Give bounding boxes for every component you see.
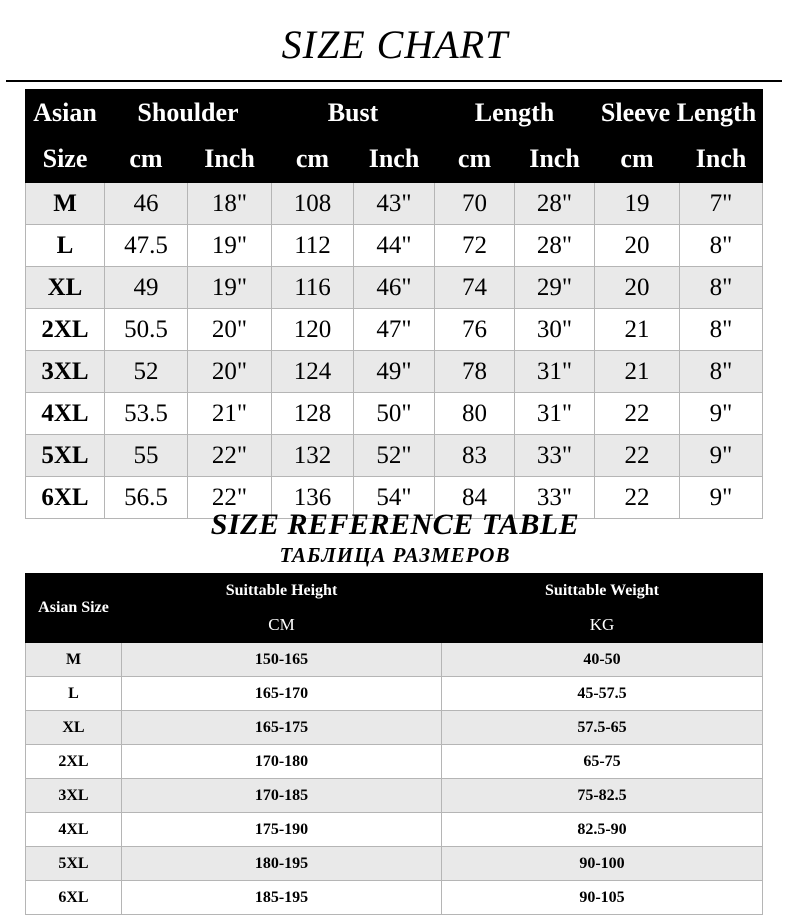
weight-cell: 65-75 (442, 745, 763, 779)
table-row (26, 225, 763, 267)
weight-cell: 90-100 (442, 847, 763, 881)
value-cell: 50.5 (105, 309, 188, 351)
reference-subtitle: ТАБЛИЦА РАЗМЕРОВ (279, 543, 511, 567)
table-row (26, 183, 763, 225)
height-unit-header: CM (122, 608, 442, 643)
page-title: SIZE CHART (281, 22, 509, 67)
value-cell: 108 (272, 183, 354, 225)
table-row (26, 813, 763, 847)
value-cell: 8" (680, 225, 763, 267)
value-cell: 31" (515, 351, 595, 393)
height-cell: 180-195 (122, 847, 442, 881)
size-cell: 5XL (26, 847, 122, 881)
table-row (26, 779, 763, 813)
value-cell: 136 (272, 477, 354, 519)
unit-header: Inch (188, 136, 272, 183)
value-cell: 47" (354, 309, 435, 351)
value-cell: 20" (188, 309, 272, 351)
table-row (26, 677, 763, 711)
value-cell: 8" (680, 351, 763, 393)
size-cell: 3XL (26, 779, 122, 813)
value-cell: 22 (595, 393, 680, 435)
value-cell: 28" (515, 225, 595, 267)
value-cell: 8" (680, 267, 763, 309)
size-cell: 3XL (26, 351, 105, 393)
height-cell: 150-165 (122, 643, 442, 677)
group-header-sleeve-length: Sleeve Length (595, 90, 763, 137)
size-cell: L (26, 225, 105, 267)
title-divider (6, 80, 782, 82)
value-cell: 84 (435, 477, 515, 519)
size-column-header (26, 90, 105, 183)
unit-header: Inch (354, 136, 435, 183)
value-cell: 53.5 (105, 393, 188, 435)
weight-header: Suittable Weight (442, 574, 763, 608)
size-reference-table (25, 573, 763, 915)
value-cell: 22 (595, 435, 680, 477)
value-cell: 116 (272, 267, 354, 309)
size-cell: 2XL (26, 745, 122, 779)
value-cell: 44" (354, 225, 435, 267)
value-cell: 128 (272, 393, 354, 435)
size-header-bottom: Size (42, 144, 88, 173)
group-header-bust: Bust (272, 90, 435, 137)
table-row (26, 309, 763, 351)
value-cell: 28" (515, 183, 595, 225)
table-row (26, 847, 763, 881)
height-cell: 185-195 (122, 881, 442, 915)
value-cell: 124 (272, 351, 354, 393)
value-cell: 52 (105, 351, 188, 393)
value-cell: 19 (595, 183, 680, 225)
weight-cell: 82.5-90 (442, 813, 763, 847)
value-cell: 56.5 (105, 477, 188, 519)
value-cell: 46" (354, 267, 435, 309)
group-header-shoulder: Shoulder (105, 90, 272, 137)
size-cell: 6XL (26, 477, 105, 519)
unit-header: Inch (515, 136, 595, 183)
value-cell: 112 (272, 225, 354, 267)
value-cell: 76 (435, 309, 515, 351)
height-cell: 165-175 (122, 711, 442, 745)
weight-unit-header: KG (442, 608, 763, 643)
value-cell: 55 (105, 435, 188, 477)
value-cell: 22 (595, 477, 680, 519)
table-row (26, 393, 763, 435)
value-cell: 47.5 (105, 225, 188, 267)
value-cell: 49" (354, 351, 435, 393)
size-cell: 5XL (26, 435, 105, 477)
value-cell: 19" (188, 225, 272, 267)
value-cell: 49 (105, 267, 188, 309)
value-cell: 22" (188, 435, 272, 477)
value-cell: 9" (680, 393, 763, 435)
table-row (26, 711, 763, 745)
value-cell: 9" (680, 477, 763, 519)
table-row (26, 435, 763, 477)
size-cell: XL (26, 267, 105, 309)
height-cell: 170-185 (122, 779, 442, 813)
size-cell: 4XL (26, 813, 122, 847)
unit-header: Inch (680, 136, 763, 183)
value-cell: 33" (515, 435, 595, 477)
value-cell: 21 (595, 351, 680, 393)
size-cell: M (26, 183, 105, 225)
weight-cell: 57.5-65 (442, 711, 763, 745)
value-cell: 70 (435, 183, 515, 225)
value-cell: 54" (354, 477, 435, 519)
value-cell: 21 (595, 309, 680, 351)
value-cell: 120 (272, 309, 354, 351)
size-chart-table (25, 89, 763, 519)
table-row (26, 745, 763, 779)
value-cell: 20 (595, 225, 680, 267)
size-cell: 4XL (26, 393, 105, 435)
size-cell: L (26, 677, 122, 711)
value-cell: 30" (515, 309, 595, 351)
height-cell: 165-170 (122, 677, 442, 711)
value-cell: 80 (435, 393, 515, 435)
group-header-length: Length (435, 90, 595, 137)
value-cell: 74 (435, 267, 515, 309)
value-cell: 83 (435, 435, 515, 477)
value-cell: 31" (515, 393, 595, 435)
unit-header: cm (105, 136, 188, 183)
value-cell: 52" (354, 435, 435, 477)
size-cell: 6XL (26, 881, 122, 915)
value-cell: 78 (435, 351, 515, 393)
table-row (26, 881, 763, 915)
height-header: Suittable Height (122, 574, 442, 608)
value-cell: 43" (354, 183, 435, 225)
value-cell: 46 (105, 183, 188, 225)
value-cell: 20" (188, 351, 272, 393)
value-cell: 33" (515, 477, 595, 519)
table-row (26, 643, 763, 677)
value-cell: 72 (435, 225, 515, 267)
value-cell: 132 (272, 435, 354, 477)
value-cell: 21" (188, 393, 272, 435)
size-cell: 2XL (26, 309, 105, 351)
size-cell: M (26, 643, 122, 677)
unit-header: cm (435, 136, 515, 183)
value-cell: 50" (354, 393, 435, 435)
reference-title: SIZE REFERENCE TABLE (210, 508, 580, 541)
value-cell: 22" (188, 477, 272, 519)
value-cell: 9" (680, 435, 763, 477)
value-cell: 19" (188, 267, 272, 309)
value-cell: 8" (680, 309, 763, 351)
weight-cell: 45-57.5 (442, 677, 763, 711)
value-cell: 20 (595, 267, 680, 309)
value-cell: 7" (680, 183, 763, 225)
weight-cell: 40-50 (442, 643, 763, 677)
table-row (26, 351, 763, 393)
unit-header: cm (272, 136, 354, 183)
unit-header: cm (595, 136, 680, 183)
weight-cell: 90-105 (442, 881, 763, 915)
table-row (26, 267, 763, 309)
size-cell: XL (26, 711, 122, 745)
weight-cell: 75-82.5 (442, 779, 763, 813)
height-cell: 175-190 (122, 813, 442, 847)
height-cell: 170-180 (122, 745, 442, 779)
value-cell: 29" (515, 267, 595, 309)
value-cell: 18" (188, 183, 272, 225)
asian-size-header: Asian Size (26, 574, 122, 643)
size-header-top: Asian (33, 98, 97, 127)
